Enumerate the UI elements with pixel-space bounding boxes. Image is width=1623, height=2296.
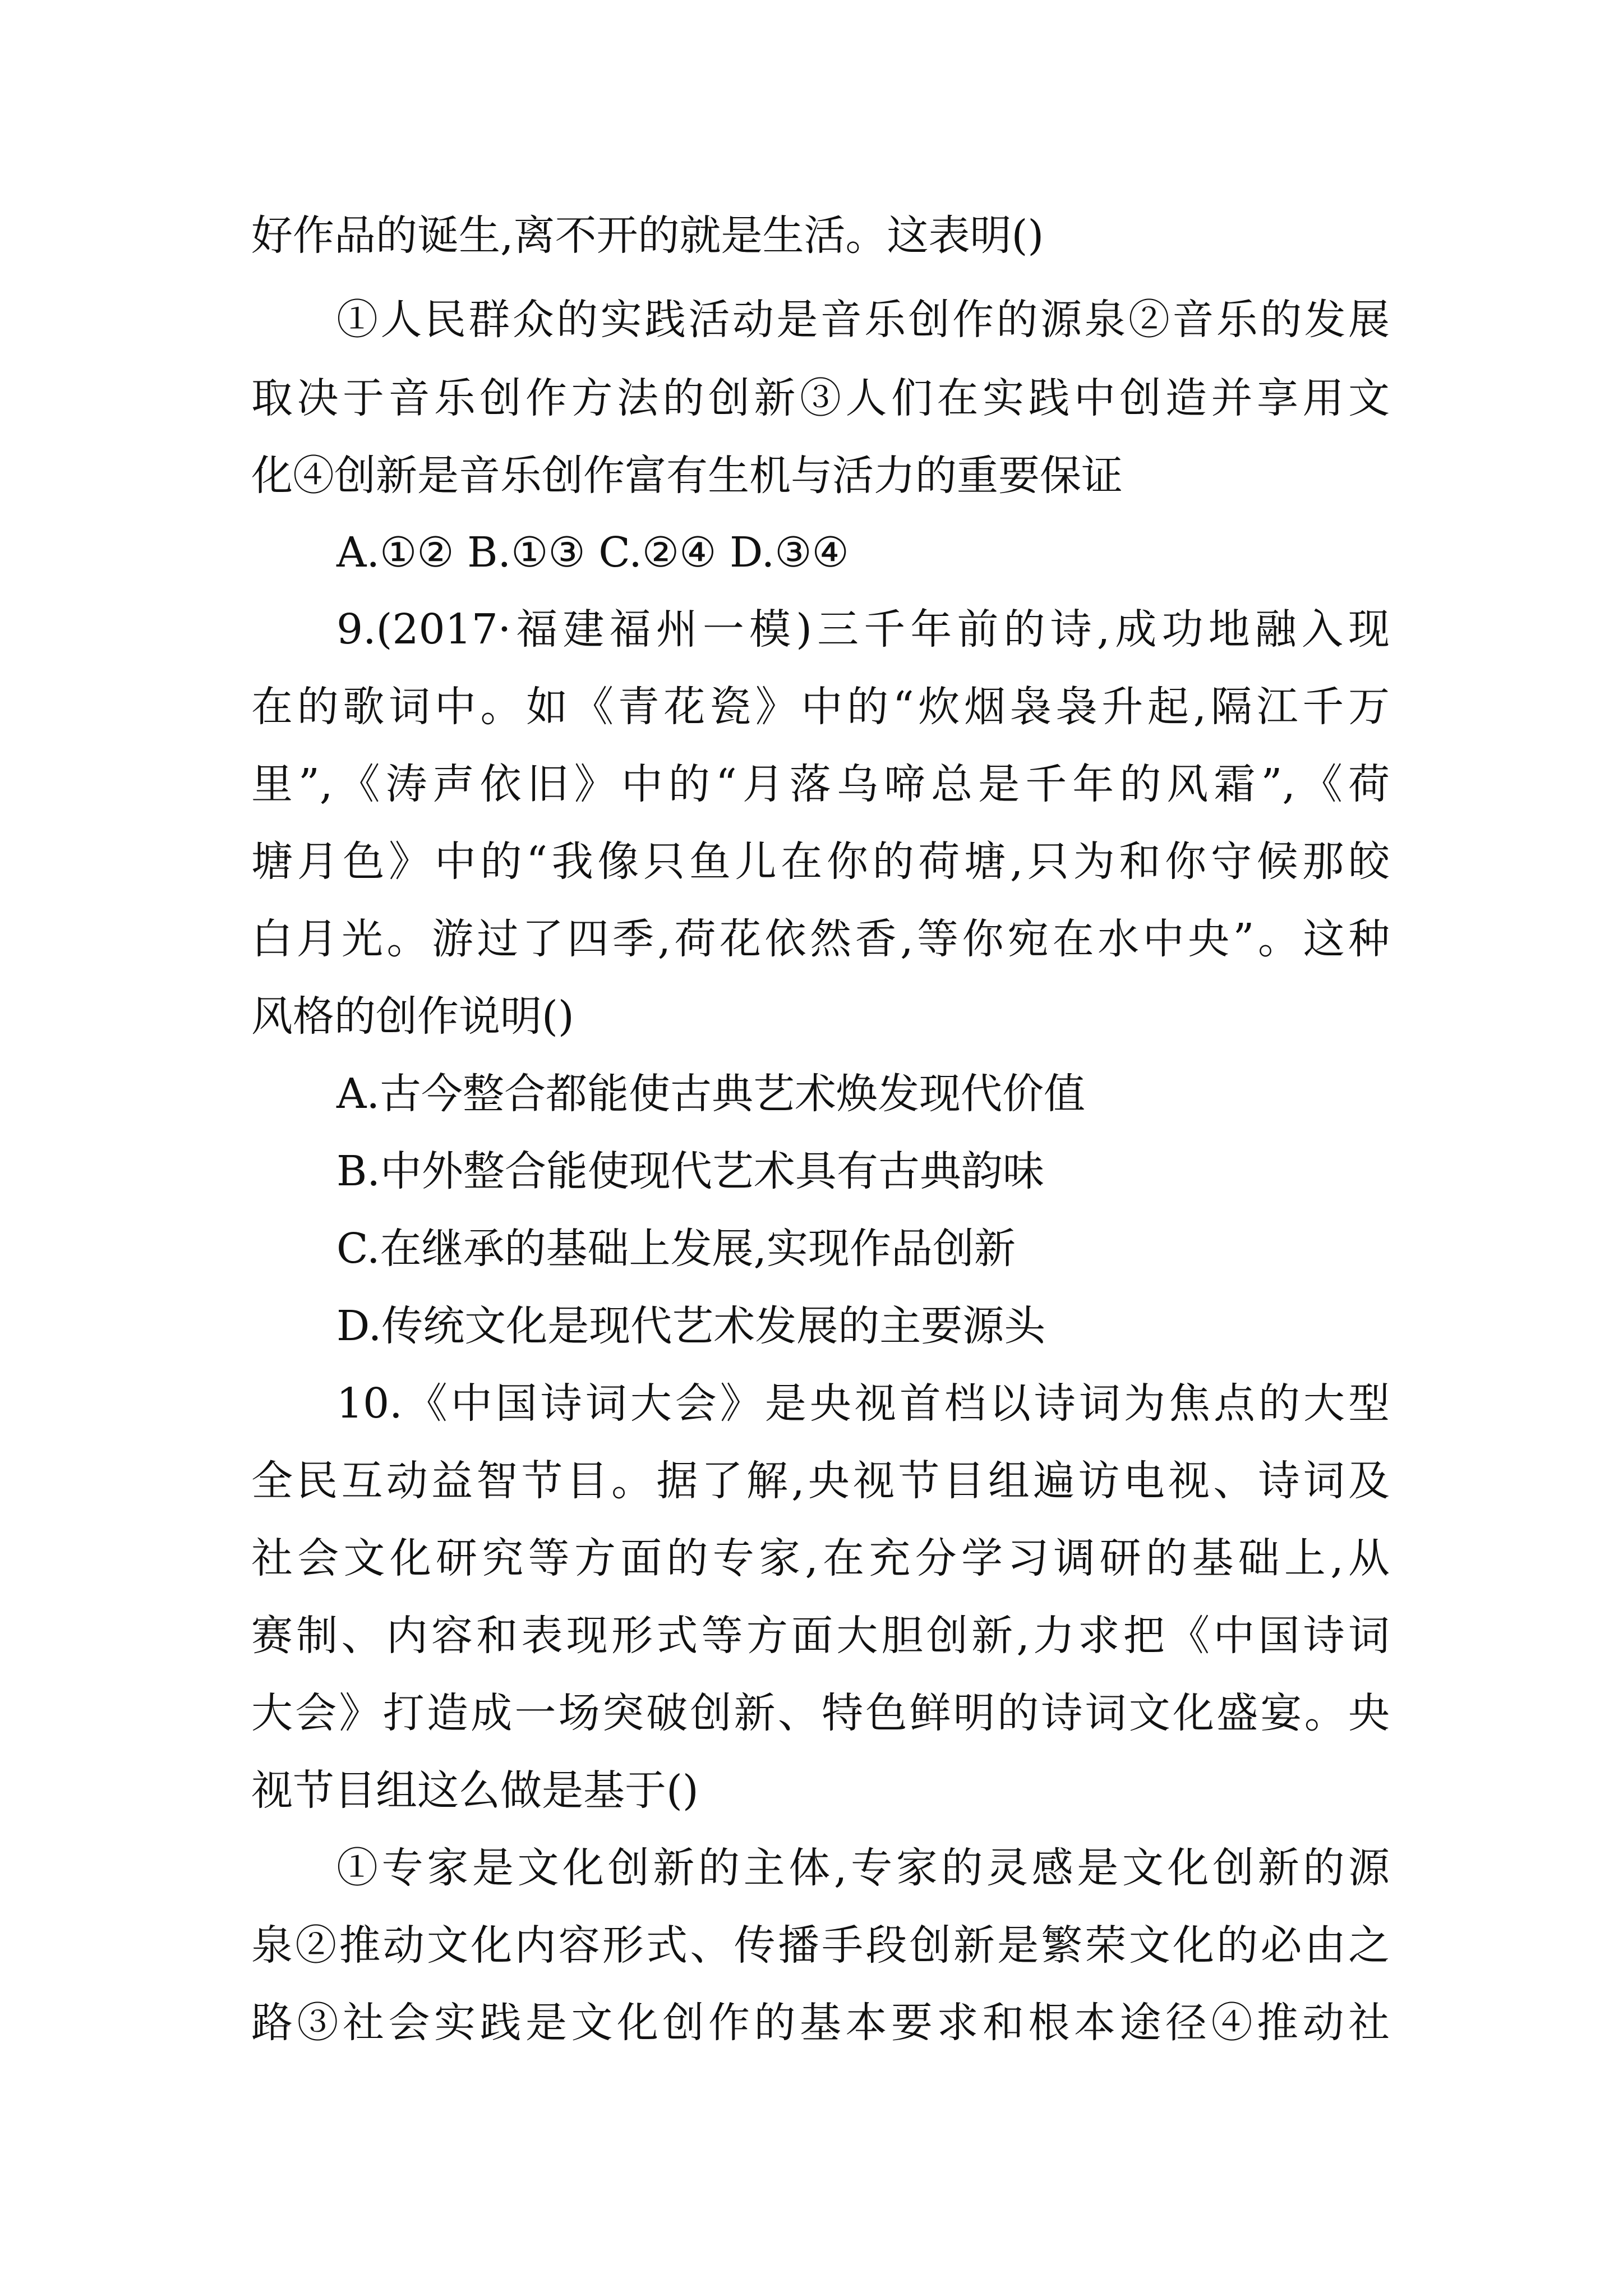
text-line: 10.《中国诗词大会》是央视首档以诗词为焦点的大型 [336,1379,1390,1428]
text-line: 塘月色》中的“我像只鱼儿在你的荷塘,只为和你守候那皎 [251,838,1390,886]
text-line: 好作品的诞生,离不开的就是生活。这表明() [251,211,1044,260]
option-a: A.古今整合都能使古典艺术焕发现代价值 [336,1070,1085,1118]
text-line: 大会》打造成一场突破创新、特色鲜明的诗词文化盛宴。央 [251,1689,1390,1737]
text-line: 9.(2017·福建福州一模)三千年前的诗,成功地融入现 [336,605,1390,654]
text-line: 赛制、内容和表现形式等方面大胆创新,力求把《中国诗词 [251,1612,1390,1660]
text-line: 化④创新是音乐创作富有生机与活力的重要保证 [251,452,1123,500]
text-line: 里”,《涛声依旧》中的“月落乌啼总是千年的风霜”,《荷 [251,760,1390,808]
option-b: B.中外整合能使现代艺术具有古典韵味 [336,1147,1044,1195]
option-d: D.传统文化是现代艺术发展的主要源头 [336,1302,1046,1350]
text-line: 泉②推动文化内容形式、传播手段创新是繁荣文化的必由之 [251,1921,1390,1970]
text-line: 在的歌词中。如《青花瓷》中的“炊烟袅袅升起,隔江千万 [251,683,1390,731]
text-line: 取决于音乐创作方法的创新③人们在实践中创造并享用文 [251,374,1390,422]
text-line: 社会文化研究等方面的专家,在充分学习调研的基础上,从 [251,1534,1390,1582]
text-line: 风格的创作说明() [251,992,574,1041]
option-c: C.在继承的基础上发展,实现作品创新 [336,1225,1016,1273]
answer-options: A.①② B.①③ C.②④ D.③④ [336,528,849,577]
text-line: 全民互动益智节目。据了解,央视节目组遍访电视、诗词及 [251,1457,1390,1505]
text-line: 视节目组这么做是基于() [251,1766,699,1815]
text-line: ①人民群众的实践活动是音乐创作的源泉②音乐的发展 [336,296,1390,344]
text-line: ①专家是文化创新的主体,专家的灵感是文化创新的源 [336,1844,1390,1892]
text-line: 路③社会实践是文化创作的基本要求和根本途径④推动社 [251,1999,1390,2047]
text-line: 白月光。游过了四季,荷花依然香,等你宛在水中央”。这种 [251,915,1390,963]
